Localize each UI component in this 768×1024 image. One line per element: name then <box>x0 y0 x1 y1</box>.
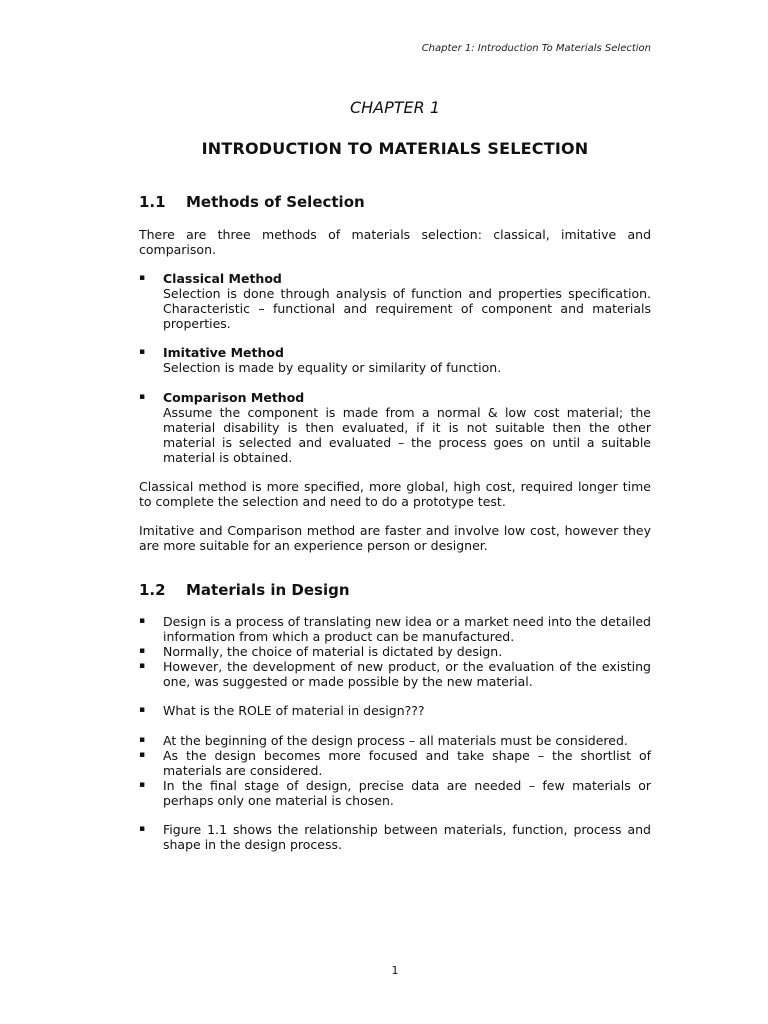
list-item-text: At the beginning of the design process – all materials must be considered. <box>163 733 628 748</box>
list-item-text: However, the development of new product, or the evaluation of the existing one, was suggested or made possible by the new material. <box>163 659 651 689</box>
list-item-text: As the design becomes more focused and take shape – the shortlist of materials are considered. <box>163 748 651 778</box>
method-text: Selection is done through analysis of function and properties specification. Characteristic – functional and requirement of component and materials properties. <box>163 286 651 331</box>
method-text: Assume the component is made from a normal & low cost material; the material disability is then evaluated, if it is not suitable then the other material is selected and evaluated – the process goes on until a suitable material is obtained. <box>163 405 651 465</box>
section-title: Methods of Selection <box>186 193 365 211</box>
list-item <box>139 659 651 689</box>
bullet-icon: ▪ <box>139 616 146 626</box>
bullet-icon: ▪ <box>139 347 146 357</box>
list-item <box>139 733 651 748</box>
method-text: Selection is made by equality or similarity of function. <box>163 360 502 375</box>
bullet-icon: ▪ <box>139 750 146 760</box>
list-item-text: Design is a process of translating new idea or a market need into the detailed information from which a product can be manufactured. <box>163 614 651 644</box>
method-title: Classical Method <box>163 271 282 286</box>
section-heading-1-2 <box>139 581 350 599</box>
list-item <box>139 614 651 644</box>
running-header: Chapter 1: Introduction To Materials Selection <box>421 43 651 54</box>
list-item <box>139 778 651 808</box>
page-number: 1 <box>391 964 399 977</box>
chapter-title: INTRODUCTION TO MATERIALS SELECTION <box>201 139 589 158</box>
method-title: Comparison Method <box>163 390 305 405</box>
list-item <box>139 345 651 375</box>
section-number: 1.2 <box>139 581 166 599</box>
bullet-icon: ▪ <box>139 780 146 790</box>
bullet-icon: ▪ <box>139 273 146 283</box>
bullet-icon: ▪ <box>139 646 146 656</box>
list-item <box>139 390 651 465</box>
section-intro: There are three methods of materials selection: classical, imitative and comparison. <box>139 227 651 257</box>
list-item-text: In the final stage of design, precise data are needed – few materials or perhaps only one material is chosen. <box>163 778 651 808</box>
list-item-text: Normally, the choice of material is dictated by design. <box>163 644 503 659</box>
list-item <box>139 644 651 659</box>
method-title: Imitative Method <box>163 345 284 360</box>
paragraph: Classical method is more specified, more global, high cost, required longer time to complete the selection and need to do a prototype test. <box>139 479 651 509</box>
chapter-label: CHAPTER 1 <box>349 98 441 117</box>
bullet-icon: ▪ <box>139 705 146 715</box>
list-item-text: Figure 1.1 shows the relationship between materials, function, process and shape in the design process. <box>163 822 651 852</box>
bullet-icon: ▪ <box>139 392 146 402</box>
bullet-icon: ▪ <box>139 824 146 834</box>
section-title: Materials in Design <box>186 581 350 599</box>
list-item <box>139 703 651 718</box>
bullet-icon: ▪ <box>139 661 146 671</box>
section-heading-1-1 <box>139 193 365 211</box>
list-item-text: What is the ROLE of material in design??? <box>163 703 425 718</box>
paragraph: Imitative and Comparison method are faster and involve low cost, however they are more suitable for an experience person or designer. <box>139 523 651 553</box>
section-number: 1.1 <box>139 193 166 211</box>
list-item <box>139 748 651 778</box>
bullet-icon: ▪ <box>139 735 146 745</box>
list-item <box>139 822 651 852</box>
list-item <box>139 271 651 331</box>
